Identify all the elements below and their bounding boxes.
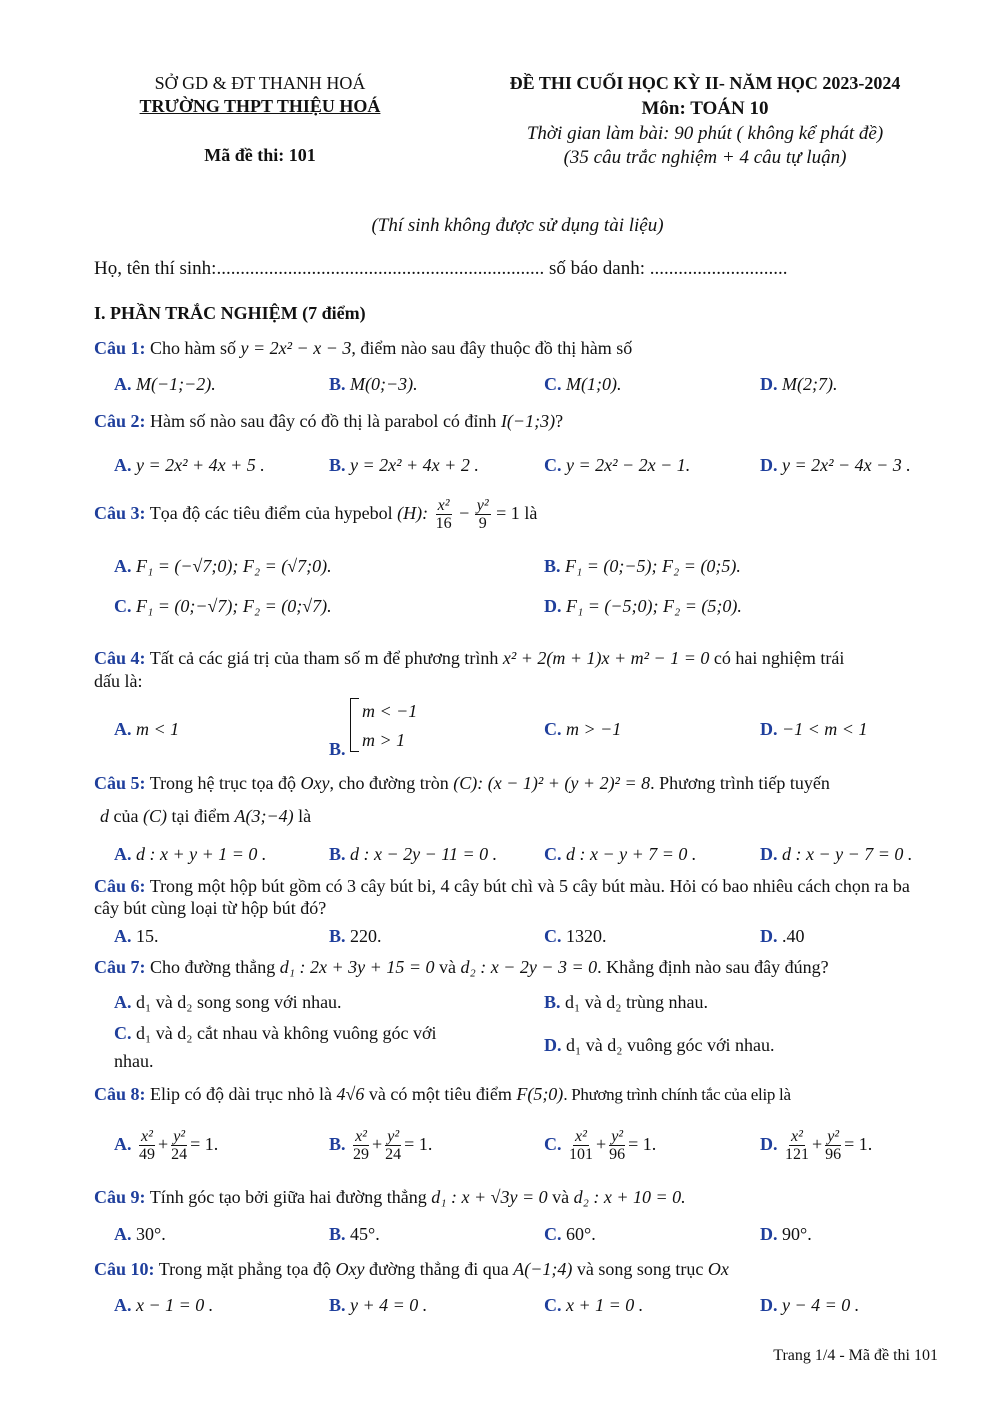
question-8-option-b[interactable]: B. $\frac{\text{x²}}{29}$ + $\frac{\text{y²}}{24}$ = 1. bbox=[329, 1128, 433, 1164]
question-10: Câu 10: Trong mặt phẳng tọa độ Oxy đường thẳng đi qua A(−1;4) và song song trục Ox bbox=[94, 1259, 729, 1279]
question-10-option-b[interactable]: B. y + 4 = 0 . bbox=[329, 1295, 428, 1315]
question-1-option-d[interactable]: D. M(2;7). bbox=[760, 374, 838, 394]
question-4-option-b[interactable]: B. bbox=[329, 739, 346, 759]
question-7-option-b[interactable]: B. d₁ và d₂ trùng nhau. bbox=[544, 992, 709, 1012]
page-footer: Trang 1/4 - Mã đề thi 101 bbox=[773, 1347, 938, 1364]
question-9-option-d[interactable]: D. 90°. bbox=[760, 1224, 812, 1244]
question-6-option-b[interactable]: B. 220. bbox=[329, 926, 382, 946]
question-5: Câu 5: Trong hệ trục tọa độ Oxy, cho đường tròn (C): (x − 1)² + (y + 2)² = 8. Phương trình tiếp tuyến bbox=[94, 773, 830, 793]
question-4-option-d[interactable]: D. −1 < m < 1 bbox=[760, 719, 868, 739]
question-6-option-a[interactable]: A. 15. bbox=[114, 926, 159, 946]
department-name: SỞ GD & ĐT THANH HOÁ bbox=[154, 73, 366, 93]
school-name: TRƯỜNG THPT THIỆU HOÁ bbox=[139, 96, 381, 116]
question-2-option-c[interactable]: C. y = 2x² − 2x − 1. bbox=[544, 455, 691, 475]
question-4-continuation: dấu là: bbox=[94, 671, 143, 691]
question-2: Câu 2: Hàm số nào sau đây có đồ thị là parabol có đỉnh I(−1;3)? bbox=[94, 411, 564, 431]
exam-code: Mã đề thi: 101 bbox=[204, 145, 316, 165]
question-10-option-a[interactable]: A. x − 1 = 0 . bbox=[114, 1295, 214, 1315]
question-6-option-c[interactable]: C. 1320. bbox=[544, 926, 607, 946]
question-3: Câu 3: Tọa độ các tiêu điểm của hypebol (H): $\frac{\text{x²}}{16}$ − $\frac{\text{y²}}{9}$ = 1 là bbox=[94, 497, 538, 533]
question-9: Câu 9: Tính góc tạo bởi giữa hai đường thẳng d₁ : x + √3y = 0 và d₂ : x + 10 = 0. bbox=[94, 1187, 686, 1207]
question-3-option-b[interactable]: B. F₁ = (0;−5); F₂ = (0;5). bbox=[544, 556, 741, 576]
question-1-option-c[interactable]: C. M(1;0). bbox=[544, 374, 622, 394]
fraction: $\frac{\text{y²}}{9}$ bbox=[476, 497, 489, 533]
question-9-option-c[interactable]: C. 60°. bbox=[544, 1224, 596, 1244]
exam-notice: (Thí sinh không được sử dụng tài liệu) bbox=[371, 215, 664, 236]
section-title: I. PHẦN TRẮC NGHIỆM (7 điểm) bbox=[94, 303, 366, 323]
question-5-option-a[interactable]: A. d : x + y + 1 = 0 . bbox=[114, 844, 267, 864]
exam-title: ĐỀ THI CUỐI HỌC KỲ II- NĂM HỌC 2023-2024 bbox=[509, 73, 901, 93]
bracket-icon bbox=[350, 698, 359, 752]
question-8-option-c[interactable]: C. $\frac{\text{x²}}{101}$ + $\frac{\text{y²}}{96}$ = 1. bbox=[544, 1128, 657, 1164]
question-1-option-b[interactable]: B. M(0;−3). bbox=[329, 374, 418, 394]
question-7-option-a[interactable]: A. d₁ và d₂ song song với nhau. bbox=[114, 992, 342, 1012]
question-4-option-b-line-2: m > 1 bbox=[362, 730, 406, 750]
exam-structure: (35 câu trắc nghiệm + 4 câu tự luận) bbox=[563, 147, 847, 168]
question-10-option-d[interactable]: D. y − 4 = 0 . bbox=[760, 1295, 860, 1315]
question-7-option-c-continuation: nhau. bbox=[114, 1051, 154, 1071]
question-6-option-d[interactable]: D. .40 bbox=[760, 926, 805, 946]
question-2-option-a[interactable]: A. y = 2x² + 4x + 5 . bbox=[114, 455, 265, 475]
question-label: Câu 1: bbox=[94, 338, 146, 358]
question-7: Câu 7: Cho đường thẳng d₁ : 2x + 3y + 15 = 0 và d₂ : x − 2y − 3 = 0. Khẳng định nào sau đây đúng? bbox=[94, 957, 829, 977]
question-6: Câu 6: Trong một hộp bút gồm có 3 cây bút bi, 4 cây bút chì và 5 cây bút màu. Hỏi có bao nhiêu cách chọn ra ba cây bút cùng loại từ hộp bút đó? bbox=[94, 876, 910, 918]
question-5-option-d[interactable]: D. d : x − y − 7 = 0 . bbox=[760, 844, 913, 864]
question-8-option-a[interactable]: A. $\frac{\text{x²}}{49}$ + $\frac{\text{y²}}{24}$ = 1. bbox=[114, 1128, 219, 1164]
question-4: Câu 4: Tất cả các giá trị của tham số m để phương trình x² + 2(m + 1)x + m² − 1 = 0 có hai nghiệm trái bbox=[94, 648, 845, 668]
question-4-option-a[interactable]: A. m < 1 bbox=[114, 719, 180, 739]
question-4-option-c[interactable]: C. m > −1 bbox=[544, 719, 622, 739]
exam-subject: Môn: TOÁN 10 bbox=[641, 98, 769, 119]
candidate-info-line: Họ, tên thí sinh:..................................................................... số báo danh: ............................. bbox=[94, 258, 788, 279]
question-5-option-c[interactable]: C. d : x − y + 7 = 0 . bbox=[544, 844, 697, 864]
question-9-option-b[interactable]: B. 45°. bbox=[329, 1224, 380, 1244]
question-3-option-a[interactable]: A. F₁ = (−√7;0); F₂ = (√7;0). bbox=[114, 556, 332, 576]
question-10-option-c[interactable]: C. x + 1 = 0 . bbox=[544, 1295, 644, 1315]
fraction: $\frac{\text{x²}}{16}$ bbox=[435, 497, 452, 533]
question-9-option-a[interactable]: A. 30°. bbox=[114, 1224, 166, 1244]
question-8: Câu 8: Elip có độ dài trục nhỏ là 4√6 và có một tiêu điểm F(5;0). Phương trình chính tắc của elip là bbox=[94, 1084, 791, 1104]
question-3-option-c[interactable]: C. F₁ = (0;−√7); F₂ = (0;√7). bbox=[114, 596, 332, 616]
question-5-continuation: d của (C) tại điểm A(3;−4) là bbox=[100, 806, 312, 826]
question-5-option-b[interactable]: B. d : x − 2y − 11 = 0 . bbox=[329, 844, 498, 864]
question-4-option-b-line-1: m < −1 bbox=[362, 701, 418, 721]
question-3-option-d[interactable]: D. F₁ = (−5;0); F₂ = (5;0). bbox=[544, 596, 742, 616]
question-2-option-d[interactable]: D. y = 2x² − 4x − 3 . bbox=[760, 455, 911, 475]
question-7-option-d[interactable]: D. d₁ và d₂ vuông góc với nhau. bbox=[544, 1035, 775, 1055]
question-7-option-c[interactable]: C. d₁ và d₂ cắt nhau và không vuông góc với bbox=[114, 1023, 437, 1043]
question-2-option-b[interactable]: B. y = 2x² + 4x + 2 . bbox=[329, 455, 479, 475]
exam-time: Thời gian làm bài: 90 phút ( không kể phát đề) bbox=[526, 123, 884, 144]
question-1: Câu 1: Cho hàm số y = 2x² − x − 3, điểm nào sau đây thuộc đồ thị hàm số bbox=[94, 338, 633, 358]
question-1-option-a[interactable]: A. M(−1;−2). bbox=[114, 374, 216, 394]
question-8-option-d[interactable]: D. $\frac{\text{x²}}{121}$ + $\frac{\text{y²}}{96}$ = 1. bbox=[760, 1128, 873, 1164]
